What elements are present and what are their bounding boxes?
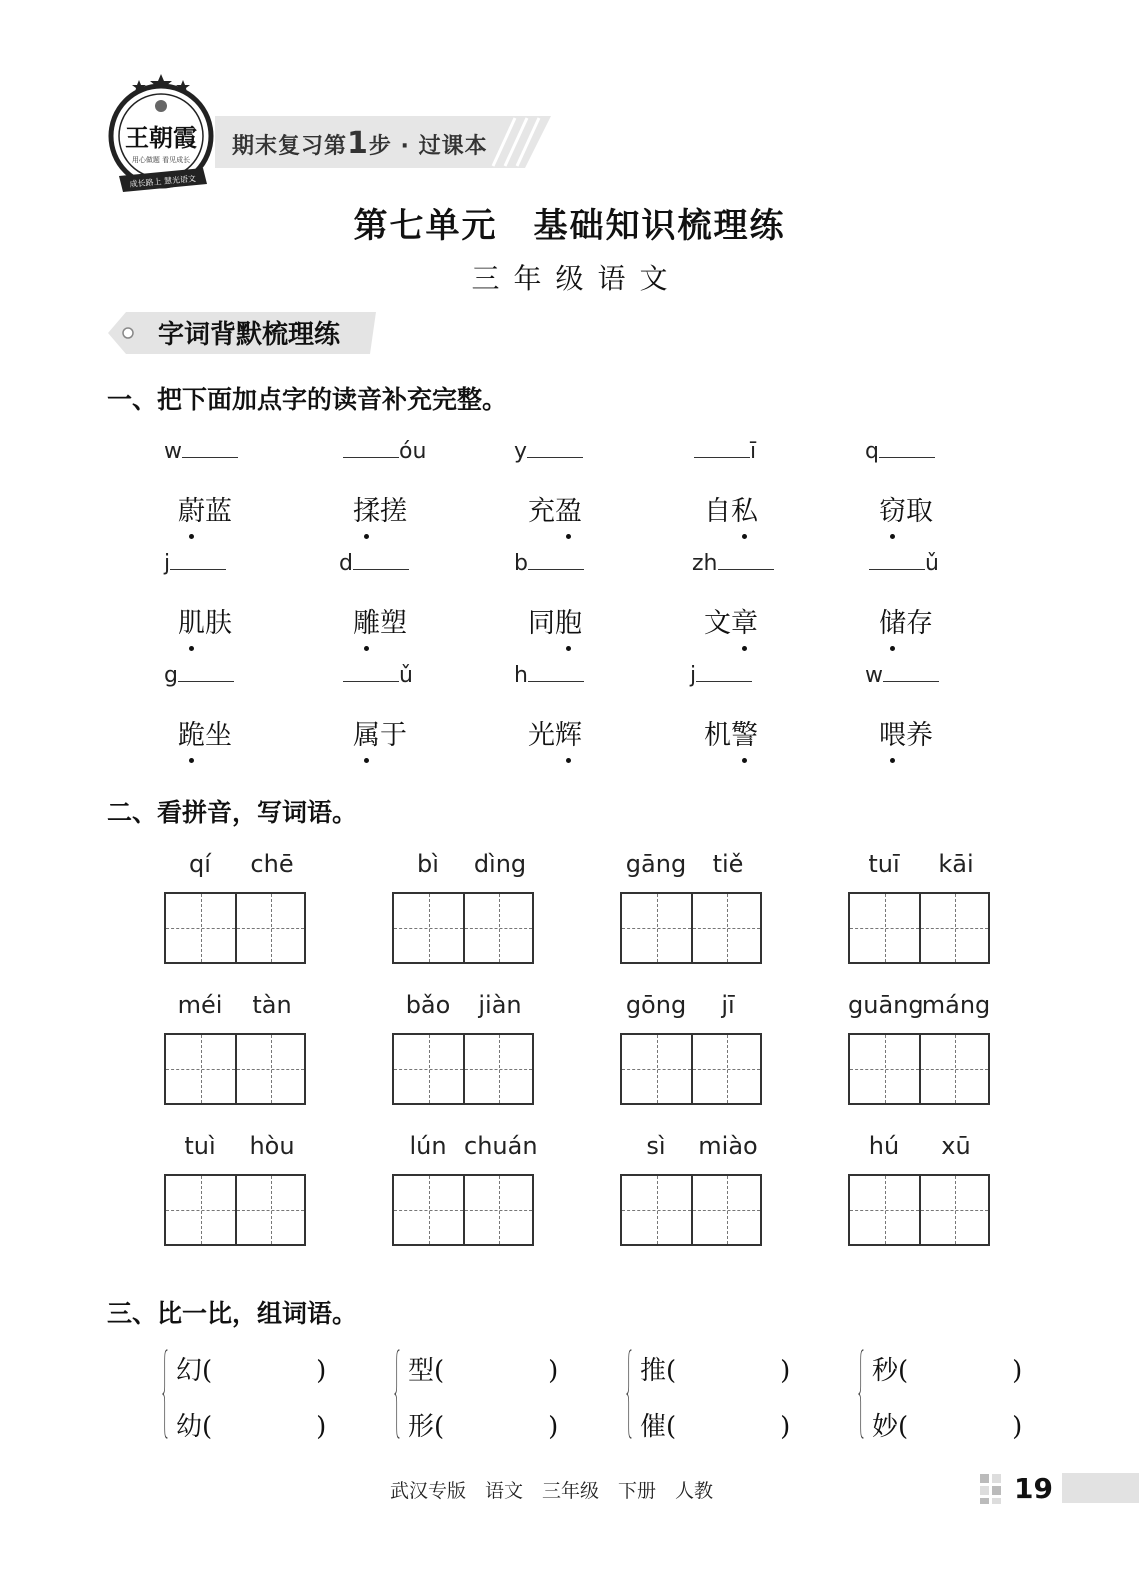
pinyin-prefix: w — [164, 439, 182, 464]
dotted-word — [353, 601, 407, 640]
compare-row — [408, 1406, 568, 1443]
writing-grid[interactable] — [392, 1174, 534, 1246]
dotted-word — [879, 489, 933, 528]
brace-icon — [394, 1348, 400, 1440]
compare-row — [408, 1350, 568, 1387]
dotted-word — [353, 489, 407, 528]
writing-cell[interactable] — [394, 894, 463, 962]
dotted-character: 储 — [879, 601, 906, 640]
pinyin-blank[interactable] — [869, 549, 939, 576]
writing-cell[interactable] — [394, 1035, 463, 1103]
svg-text:成长路上 慧光语文: 成长路上 慧光语文 — [129, 174, 197, 189]
pinyin-prefix: j — [164, 551, 171, 576]
writing-cell[interactable] — [691, 1035, 760, 1103]
pinyin-syllable: guāng — [848, 991, 924, 1019]
word-character: 充 — [528, 496, 555, 527]
pinyin-blank[interactable] — [164, 437, 238, 464]
pinyin-blank[interactable] — [164, 661, 234, 688]
pinyin-blank[interactable] — [514, 437, 583, 464]
compare-character: 形( — [408, 1412, 445, 1442]
dotted-word — [178, 601, 232, 640]
writing-cell[interactable] — [919, 894, 988, 962]
answer-blank[interactable] — [869, 549, 925, 570]
writing-cell[interactable] — [463, 894, 532, 962]
writing-cell[interactable] — [166, 894, 235, 962]
pinyin-syllable: tiě — [712, 850, 744, 878]
writing-grid[interactable] — [164, 892, 306, 964]
pinyin-prefix: y — [514, 439, 528, 464]
close-paren: ) — [548, 1412, 559, 1442]
pinyin-prefix: zh — [692, 551, 718, 576]
dotted-word — [528, 601, 582, 640]
word-character: 光 — [528, 720, 555, 751]
dotted-word — [178, 713, 232, 752]
pinyin-blank[interactable] — [694, 437, 756, 464]
compare-row — [176, 1406, 336, 1443]
writing-cell[interactable] — [691, 894, 760, 962]
compare-character: 型( — [408, 1356, 445, 1386]
close-paren: ) — [316, 1412, 327, 1442]
word-character: 文 — [704, 608, 731, 639]
pinyin-prefix: q — [865, 439, 879, 464]
writing-cell[interactable] — [850, 1176, 919, 1244]
dotted-character: 胞 — [555, 601, 582, 640]
dotted-character: 揉 — [353, 489, 380, 528]
answer-blank[interactable] — [528, 549, 584, 570]
dotted-character: 辉 — [555, 713, 582, 752]
compare-character: 推( — [640, 1356, 677, 1386]
page-subtitle: 三年级语文 — [471, 262, 682, 295]
pinyin-blank[interactable] — [690, 661, 752, 688]
question-2-title: 二、看拼音，写词语。 — [107, 798, 358, 827]
writing-grid[interactable] — [848, 892, 990, 964]
question-1-title: 一、把下面加点字的读音补充完整。 — [107, 385, 508, 414]
writing-cell[interactable] — [691, 1176, 760, 1244]
writing-cell[interactable] — [166, 1176, 235, 1244]
brace-icon — [162, 1348, 168, 1440]
pinyin-blank[interactable] — [164, 549, 226, 576]
dotted-character: 蔚 — [178, 489, 205, 528]
writing-grid[interactable] — [620, 892, 762, 964]
writing-grid[interactable] — [620, 1174, 762, 1246]
compare-row — [872, 1350, 1032, 1387]
dotted-character: 喂 — [879, 713, 906, 752]
pinyin-blank[interactable] — [514, 549, 584, 576]
pinyin-blank[interactable] — [514, 661, 584, 688]
answer-blank[interactable] — [694, 437, 750, 458]
compare-row — [640, 1406, 800, 1443]
compare-character: 秒( — [872, 1356, 909, 1386]
dotted-character: 跪 — [178, 713, 205, 752]
pinyin-syllable: hú — [868, 1132, 900, 1160]
banner-label: 期末复习第1步 · 过课本 — [232, 126, 488, 161]
page-corner-pattern — [980, 1474, 1010, 1504]
dotted-character: 属 — [353, 713, 380, 752]
writing-cell[interactable] — [919, 1035, 988, 1103]
footer-edition: 武汉专版 语文 三年级 下册 人教 — [390, 1480, 714, 1502]
answer-blank[interactable] — [353, 549, 409, 570]
brace-icon — [626, 1348, 632, 1440]
answer-blank[interactable] — [879, 437, 935, 458]
word-character: 同 — [528, 608, 555, 639]
pinyin-syllable: jiàn — [478, 991, 522, 1019]
pinyin-syllable: chē — [250, 850, 294, 878]
pinyin-syllable: tuì — [184, 1132, 216, 1160]
compare-character: 幻( — [176, 1356, 213, 1386]
pinyin-blank[interactable] — [339, 549, 409, 576]
writing-cell[interactable] — [622, 894, 691, 962]
writing-grid[interactable] — [848, 1174, 990, 1246]
answer-blank[interactable] — [527, 437, 583, 458]
compare-row — [176, 1350, 336, 1387]
writing-grid[interactable] — [164, 1174, 306, 1246]
dotted-word — [704, 489, 758, 528]
answer-blank[interactable] — [696, 661, 752, 682]
writing-cell[interactable] — [235, 1035, 304, 1103]
dotted-character: 窃 — [879, 489, 906, 528]
dotted-word — [879, 601, 933, 640]
writing-grid[interactable] — [848, 1033, 990, 1105]
pinyin-syllable: gāng — [625, 850, 687, 878]
dotted-character: 章 — [731, 601, 758, 640]
writing-cell[interactable] — [394, 1176, 463, 1244]
pinyin-prefix: d — [339, 551, 353, 576]
close-paren: ) — [780, 1356, 791, 1386]
pinyin-blank[interactable] — [692, 549, 774, 576]
word-character: 自 — [704, 496, 731, 527]
word-character: 肤 — [205, 608, 232, 639]
pinyin-syllable: jī — [721, 991, 735, 1019]
dotted-word — [704, 713, 758, 752]
compare-character: 幼( — [176, 1412, 213, 1442]
writing-cell[interactable] — [463, 1035, 532, 1103]
brace-icon — [858, 1348, 864, 1440]
compare-character: 妙( — [872, 1412, 909, 1442]
close-paren: ) — [316, 1356, 327, 1386]
pinyin-prefix: b — [514, 551, 528, 576]
pinyin-suffix: óu — [399, 439, 427, 464]
dotted-word — [879, 713, 933, 752]
pinyin-blank[interactable] — [343, 661, 413, 688]
dotted-character: 盈 — [555, 489, 582, 528]
writing-cell[interactable] — [235, 1176, 304, 1244]
compare-row — [872, 1406, 1032, 1443]
pinyin-syllable: miào — [698, 1132, 758, 1160]
answer-blank[interactable] — [182, 437, 238, 458]
section-tag: 字词背默梳理练 — [158, 320, 341, 350]
word-character: 坐 — [205, 720, 232, 751]
writing-cell[interactable] — [166, 1035, 235, 1103]
pinyin-syllable: méi — [177, 991, 223, 1019]
pinyin-syllable: bì — [417, 850, 439, 878]
question-3-title: 三、比一比，组词语。 — [107, 1299, 358, 1328]
pinyin-syllable: gōng — [625, 991, 687, 1019]
pinyin-syllable: chuán — [464, 1132, 538, 1160]
pinyin-syllable: dìng — [473, 850, 527, 878]
pinyin-prefix: h — [514, 663, 528, 688]
pinyin-syllable: lún — [409, 1132, 447, 1160]
answer-blank[interactable] — [178, 661, 234, 682]
writing-cell[interactable] — [850, 894, 919, 962]
pinyin-suffix: ǔ — [399, 663, 413, 688]
word-character: 机 — [704, 720, 731, 751]
word-character: 于 — [380, 720, 407, 751]
dotted-word — [704, 601, 758, 640]
dotted-character: 雕 — [353, 601, 380, 640]
writing-cell[interactable] — [919, 1176, 988, 1244]
writing-grid[interactable] — [392, 1033, 534, 1105]
answer-blank[interactable] — [343, 661, 399, 682]
compare-row — [640, 1350, 800, 1387]
answer-blank[interactable] — [718, 549, 774, 570]
pinyin-prefix: j — [690, 663, 697, 688]
brand-logo — [105, 72, 217, 198]
svg-text:王朝霞: 王朝霞 — [125, 123, 197, 152]
pinyin-prefix: w — [865, 663, 883, 688]
word-character: 搓 — [380, 496, 407, 527]
pinyin-syllable: qí — [189, 850, 211, 878]
pinyin-prefix: g — [164, 663, 178, 688]
dotted-character: 私 — [731, 489, 758, 528]
answer-blank[interactable] — [170, 549, 226, 570]
pinyin-suffix: ǔ — [925, 551, 939, 576]
pinyin-blank[interactable] — [343, 437, 426, 464]
pinyin-blank[interactable] — [865, 437, 935, 464]
word-character: 蓝 — [205, 496, 232, 527]
page-title: 第七单元 基础知识梳理练 — [353, 206, 786, 246]
dotted-word — [528, 713, 582, 752]
answer-blank[interactable] — [883, 661, 939, 682]
writing-grid[interactable] — [620, 1033, 762, 1105]
writing-cell[interactable] — [622, 1035, 691, 1103]
pinyin-syllable: sì — [646, 1132, 666, 1160]
compare-character: 催( — [640, 1412, 677, 1442]
pinyin-syllable: kāi — [938, 850, 974, 878]
answer-blank[interactable] — [528, 661, 584, 682]
pinyin-syllable: hòu — [249, 1132, 295, 1160]
dotted-character: 肌 — [178, 601, 205, 640]
dotted-word — [353, 713, 407, 752]
close-paren: ) — [1012, 1356, 1023, 1386]
writing-cell[interactable] — [463, 1176, 532, 1244]
pinyin-blank[interactable] — [865, 661, 939, 688]
pinyin-syllable: tuī — [868, 850, 900, 878]
page-number-bar — [1062, 1473, 1139, 1503]
dotted-word — [528, 489, 582, 528]
word-character: 存 — [906, 608, 933, 639]
word-character: 养 — [906, 720, 933, 751]
page-number: 19 — [1014, 1472, 1053, 1505]
pinyin-syllable: tàn — [252, 991, 292, 1019]
close-paren: ) — [1012, 1412, 1023, 1442]
writing-grid[interactable] — [392, 892, 534, 964]
writing-cell[interactable] — [622, 1176, 691, 1244]
pinyin-suffix: ī — [750, 439, 757, 464]
dotted-word — [178, 489, 232, 528]
word-character: 塑 — [380, 608, 407, 639]
close-paren: ) — [780, 1412, 791, 1442]
dotted-character: 警 — [731, 713, 758, 752]
pinyin-syllable: máng — [921, 991, 991, 1019]
svg-text:用心做题 看见成长: 用心做题 看见成长 — [131, 156, 191, 164]
writing-cell[interactable] — [235, 894, 304, 962]
pinyin-syllable: bǎo — [405, 991, 451, 1019]
writing-cell[interactable] — [850, 1035, 919, 1103]
answer-blank[interactable] — [343, 437, 399, 458]
pinyin-syllable: xū — [941, 1132, 971, 1160]
writing-grid[interactable] — [164, 1033, 306, 1105]
word-character: 取 — [906, 496, 933, 527]
close-paren: ) — [548, 1356, 559, 1386]
